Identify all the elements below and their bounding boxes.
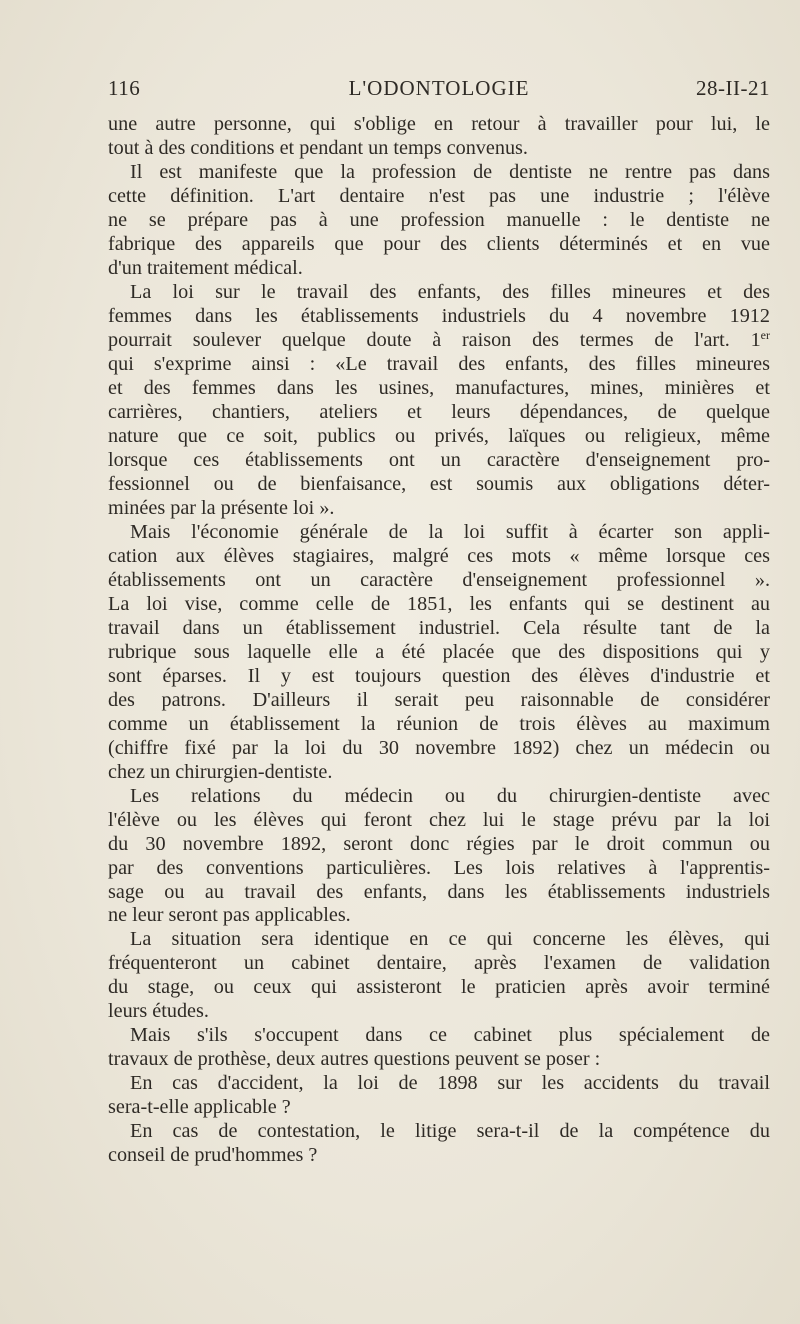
text-line: conseil de prud'hommes ? bbox=[108, 1144, 318, 1167]
text-line: carrières, chantiers, ateliers et leurs dépendances, de quelque bbox=[108, 400, 770, 423]
text-line: (chiffre fixé par la loi du 30 novembre 1892) chez un médecin ou bbox=[108, 736, 770, 759]
text-line: En cas de contestation, le litige sera-t-il de la compétence du bbox=[130, 1120, 770, 1143]
text-line bbox=[108, 329, 770, 353]
text-line: ne leur seront pas applicables. bbox=[108, 904, 351, 927]
article-body bbox=[108, 113, 770, 1168]
text-line: Les relations du médecin ou du chirurgien-dentiste avec bbox=[130, 784, 770, 807]
text-line: cette définition. L'art dentaire n'est pas une industrie ; l'élève bbox=[108, 184, 770, 207]
text-line: travail dans un établissement industriel. Cela résulte tant de la bbox=[108, 616, 770, 639]
text-line: du 30 novembre 1892, seront donc régies par le droit commun ou bbox=[108, 832, 770, 855]
text-line: et des femmes dans les usines, manufactures, mines, minières et bbox=[108, 376, 770, 399]
text-line: rubrique sous laquelle elle a été placée que des dispositions qui y bbox=[108, 640, 770, 663]
text-line: femmes dans les établissements industriels du 4 novembre 1912 bbox=[108, 304, 770, 327]
text-line: ne se prépare pas à une profession manuelle : le dentiste ne bbox=[108, 208, 770, 231]
running-head bbox=[108, 76, 770, 102]
text-line: du stage, ou ceux qui assisteront le praticien après avoir terminé bbox=[108, 976, 770, 999]
text-line: Il est manifeste que la profession de dentiste ne rentre pas dans bbox=[130, 160, 770, 183]
issue-date: 28-II-21 bbox=[696, 76, 770, 100]
text-line: fréquenteront un cabinet dentaire, après l'examen de validation bbox=[108, 952, 770, 975]
text-line: La situation sera identique en ce qui concerne les élèves, qui bbox=[130, 928, 770, 951]
text-line: établissements ont un caractère d'enseignement professionnel ». bbox=[108, 568, 770, 591]
page-number: 116 bbox=[108, 76, 141, 100]
text-line: sont éparses. Il y est toujours question des élèves d'industrie et bbox=[108, 664, 770, 687]
text-line: une autre personne, qui s'oblige en retour à travailler pour lui, le bbox=[108, 113, 770, 135]
text-line: Mais s'ils s'occupent dans ce cabinet plus spécialement de bbox=[130, 1024, 770, 1047]
text-line: leurs études. bbox=[108, 1000, 209, 1023]
text-line: La loi sur le travail des enfants, des filles mineures et des bbox=[130, 280, 770, 303]
text-line: d'un traitement médical. bbox=[108, 256, 303, 279]
text-line: En cas d'accident, la loi de 1898 sur les accidents du travail bbox=[130, 1072, 770, 1095]
text-line: nature que ce soit, publics ou privés, laïques ou religieux, même bbox=[108, 424, 770, 447]
text-line: chez un chirurgien-dentiste. bbox=[108, 760, 333, 783]
text-line-main: pourrait soulever quelque doute à raison des termes de l'art. 1 bbox=[108, 328, 761, 351]
text-line: cation aux élèves stagiaires, malgré ces mots « même lorsque ces bbox=[108, 544, 770, 567]
text-line: Mais l'économie générale de la loi suffit à écarter son appli- bbox=[130, 520, 770, 543]
journal-title: L'ODONTOLOGIE bbox=[348, 76, 530, 100]
text-line: l'élève ou les élèves qui feront chez lui le stage prévu par la loi bbox=[108, 808, 770, 831]
text-line: lorsque ces établissements ont un caractère d'enseignement pro- bbox=[108, 448, 770, 471]
text-line: fabrique des appareils que pour des clients déterminés et en vue bbox=[108, 232, 770, 255]
superscript-er: er bbox=[760, 327, 770, 342]
text-line: qui s'exprime ainsi : «Le travail des enfants, des filles mineures bbox=[108, 352, 770, 375]
text-line: sera-t-elle applicable ? bbox=[108, 1096, 291, 1119]
text-line: sage ou au travail des enfants, dans les établissements industriels bbox=[108, 880, 770, 903]
text-line: comme un établissement la réunion de trois élèves au maximum bbox=[108, 712, 770, 735]
text-line: des patrons. D'ailleurs il serait peu raisonnable de considérer bbox=[108, 688, 770, 711]
text-line: fessionnel ou de bienfaisance, est soumis aux obligations déter- bbox=[108, 472, 770, 495]
text-line: La loi vise, comme celle de 1851, les enfants qui se destinent au bbox=[108, 592, 770, 615]
text-line: travaux de prothèse, deux autres questions peuvent se poser : bbox=[108, 1048, 601, 1071]
text-line: minées par la présente loi ». bbox=[108, 496, 335, 519]
text-line: par des conventions particulières. Les lois relatives à l'apprentis- bbox=[108, 856, 770, 879]
text-line: tout à des conditions et pendant un temps convenus. bbox=[108, 136, 528, 159]
